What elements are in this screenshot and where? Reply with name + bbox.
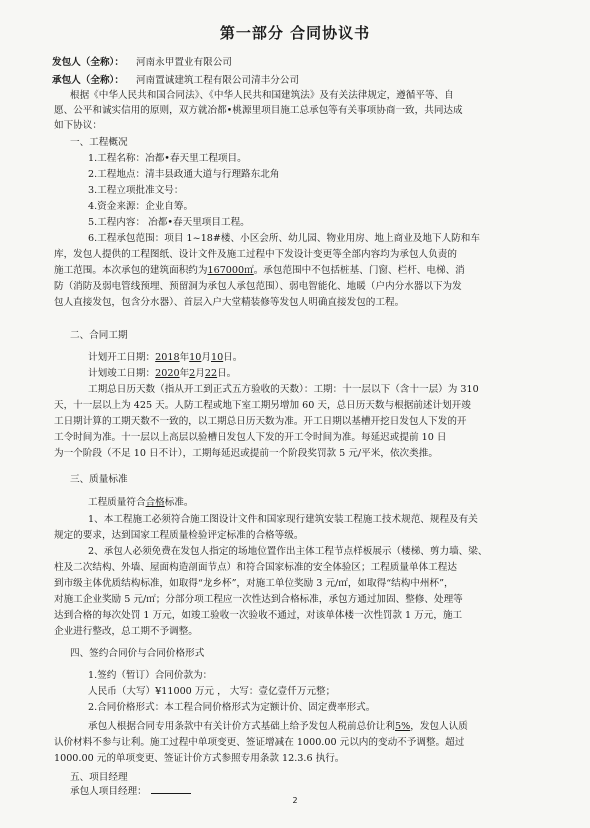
scope-line-4: 防（消防及弱电管线预埋、预留洞为承包人承包范围）、弱电智能化、地暖（户内分水器以下为发 <box>54 281 462 292</box>
planned-start-date <box>88 352 242 364</box>
page-number: 2 <box>292 796 298 805</box>
approval-number-line: 3.工程立项批准文号： <box>88 185 184 196</box>
start-month-char: 月 <box>201 352 211 363</box>
discount-value: 5% <box>395 721 411 732</box>
signature-blank <box>151 793 191 794</box>
quality-line-4: 柱及二次结构、外墙、屋面构造剖面节点）和符合国家标准的安全体验区；工程质量单体工程达 <box>54 562 457 573</box>
contract-price-label: 1.签约（暂订）合同价款为： <box>88 670 213 681</box>
project-content-line: 5.工程内容： 冶都•春天里项目工程。 <box>88 217 250 228</box>
quality-line-6: 对施工企业奖励 5 元/㎡；分部分项工程应一次性达到合格标准，承包方通过加固、整修、处理等 <box>54 594 463 605</box>
duration-line-2: 天，十一层以上为 425 天。人防工程或地下室工期另增加 60 天，总日历天数与根据前述计划开竣 <box>54 400 471 411</box>
quality-line-5: 到市级主体优质结构标准，如取得“龙乡杯”，对施工单位奖励 3 元/㎡，如取得“结构中州杯”， <box>54 578 454 589</box>
quality-standard-line <box>88 497 194 509</box>
planned-end-date <box>88 368 236 380</box>
scope-area-prefix: 施工范围。本次承包的建筑面积约为 <box>54 265 208 276</box>
intro-line-3: 如下协议： <box>54 120 102 131</box>
scope-line-5: 包人直接发包，包含分水器）、首层入户大堂精装修等发包人明确直接发包的工程。 <box>54 297 405 308</box>
end-year: 2020 <box>155 368 180 379</box>
section-4-heading: 四、签约合同价与合同价格形式 <box>70 648 205 659</box>
start-day: 10 <box>210 352 224 363</box>
quality-line-3: 2、承包人必须免费在发包人指定的场地位置作出主体工程节点样板展示（楼梯、剪力墙、梁、 <box>88 546 488 557</box>
contractor-role-label: 承包人（全称）： <box>52 75 124 86</box>
quality-prefix: 工程质量符合 <box>88 497 146 508</box>
employer-name: 河南永甲置业有限公司 <box>135 57 232 68</box>
quality-line-1: 1、本工程施工必须符合施工图设计文件和国家现行建筑安装工程施工技术规范、规程及有关 <box>88 514 478 525</box>
duration-line-5: 为一个阶段（不足 10 日不计），工期每延迟或提前一个阶段奖罚款 5 元/平米，依次类推。 <box>54 448 438 459</box>
project-manager-label: 承包人项目经理： <box>70 786 147 797</box>
document-title: 第一部分 合同协议书 <box>219 24 371 42</box>
end-year-char: 年 <box>179 368 190 379</box>
section-1-heading: 一、工程概况 <box>70 137 128 148</box>
funding-source-line: 4.资金来源：企业自筹。 <box>88 201 194 212</box>
start-year: 2018 <box>155 352 180 363</box>
project-location-line: 2.工程地点：清丰县政通大道与行理路东北角 <box>88 169 280 180</box>
discount-prefix: 承包人根据合同专用条款中有关计价方式基础上给予发包人税前总价让利 <box>88 721 395 732</box>
start-day-char: 日。 <box>223 352 243 363</box>
employer-role-label: 发包人（全称）： <box>52 57 124 68</box>
contractor-line <box>52 75 299 87</box>
section-2-heading: 二、合同工期 <box>70 330 128 341</box>
end-day-char: 日。 <box>217 368 237 379</box>
section-3-heading: 三、质量标准 <box>70 474 128 485</box>
section-5-heading: 五、项目经理 <box>70 772 128 783</box>
end-month-char: 月 <box>195 368 205 379</box>
end-month: 2 <box>189 368 196 379</box>
start-year-char: 年 <box>179 352 190 363</box>
discount-suffix: ，发包人认质 <box>410 721 468 732</box>
employer-line <box>52 57 232 69</box>
duration-line-4: 工令时间为准。十一层以上高层以验槽日发包人下发的开工令时间为准。每延迟或提前 10 日 <box>54 432 447 443</box>
quality-suffix: 标准。 <box>164 497 194 508</box>
duration-line-1: 工期总日历天数（指从开工到正式五方验收的天数）：工期：十一层以下（含十一层）为 310 <box>88 384 479 395</box>
scope-line-3 <box>54 265 465 277</box>
start-label: 计划开工日期： <box>88 352 156 363</box>
contractor-name: 河南置诚建筑工程有限公司清丰分公司 <box>135 75 300 86</box>
project-name-line: 1.工程名称：冶都•春天里工程项目。 <box>88 153 247 164</box>
end-day: 22 <box>204 368 218 379</box>
price-form-line: 2.合同价格形式：本工程合同价格形式为定额计价、固定费率形式。 <box>88 702 376 713</box>
scope-area-suffix: 。承包范围中不包括桩基、门窗、栏杆、电梯、消 <box>253 265 465 276</box>
price-line-2: 认价材料不参与让利。施工过程中单项变更、签证增减在 1000.00 元以内的变动不予调整。超过 <box>54 737 465 748</box>
price-line-3: 1000.00 元的单项变更、签证计价方式参照专用条款 12.3.6 执行。 <box>54 753 345 764</box>
quality-line-2: 规定的要求，达到国家工程质量检验评定标准的合格等级。 <box>54 530 304 541</box>
quality-line-7: 达到合格的每次处罚 1 万元，如竣工验收一次验收不通过，对该单体楼一次性罚款 1 万元，施工 <box>54 610 463 621</box>
scope-area-value: 167000㎡ <box>207 265 254 276</box>
scope-line-1: 6.工程承包范围：项目 1~18#楼、小区会所、幼儿园、物业用房、地上商业及地下人防和车 <box>88 233 480 244</box>
scope-line-2: 库，发包人提供的工程图纸、设计文件及施工过程中下发设计变更等全部内容均为承包人负责的 <box>54 249 457 260</box>
quality-value: 合格 <box>145 497 165 508</box>
end-label: 计划竣工日期： <box>88 368 156 379</box>
quality-line-8: 企业进行整改，总工期不予调整。 <box>54 626 198 637</box>
start-month: 10 <box>189 352 202 363</box>
contract-price-amount: 人民币（大写）¥11000 万元 ， 大写：壹亿壹仟万元整； <box>88 686 336 697</box>
duration-line-3: 工日期计算的工期天数不一致的，以工期总日历天数为准。开工日期以基槽开挖日发包人下发的开 <box>54 416 467 427</box>
intro-line-1: 根据《中华人民共和国合同法》、《中华人民共和国建筑法》及有关法律规定，遵循平等、自 <box>70 90 454 101</box>
discount-line <box>88 721 468 733</box>
intro-line-2: 愿、公平和诚实信用的原则，双方就冶都•桃源里项目施工总承包等有关事项协商一致，共同达成 <box>54 105 463 116</box>
